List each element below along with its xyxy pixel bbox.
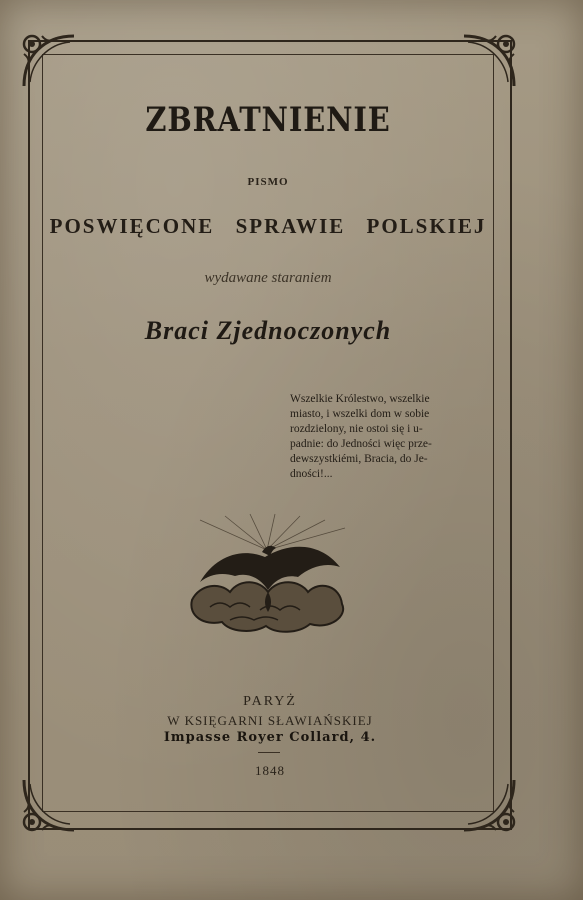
cover-title: ZBRATNIENIE bbox=[145, 100, 391, 140]
publisher-name: W KSIĘGARNI SŁAWIAŃSKIEJ bbox=[167, 713, 373, 728]
epigraph-line: dewszystkiémi, Bracia, do Je- bbox=[290, 453, 428, 465]
epigraph-line: Wszelkie Królestwo, wszelkie bbox=[290, 393, 430, 405]
cover-subtitle: POSWIĘCONE SPRAWIE POLSKIEJ bbox=[49, 214, 487, 238]
publisher-address: Impasse Royer Collard, 4. bbox=[163, 730, 377, 745]
corner-ornament-icon bbox=[14, 770, 84, 840]
epigraph-line: rozdzielony, nie ostoi się i u- bbox=[290, 423, 423, 435]
cover-script-line: wydawane staraniem bbox=[204, 270, 332, 286]
phoenix-emblem-icon bbox=[180, 512, 355, 637]
epigraph-line: padnie: do Jedności więc prze- bbox=[290, 438, 432, 450]
cover-pismo: PISMO bbox=[247, 176, 289, 188]
cover-braci: Braci Zjednoczonych bbox=[144, 316, 392, 345]
publication-place: PARYŻ bbox=[243, 694, 297, 709]
epigraph-quote bbox=[290, 392, 462, 482]
corner-ornament-icon bbox=[454, 770, 524, 840]
corner-ornament-icon bbox=[14, 26, 84, 96]
corner-ornament-icon bbox=[454, 26, 524, 96]
separator-rule bbox=[258, 752, 280, 753]
publication-year: 1848 bbox=[255, 763, 285, 778]
epigraph-line: miasto, i wszelki dom w sobie bbox=[290, 408, 430, 420]
epigraph-line: dności!... bbox=[290, 468, 333, 480]
